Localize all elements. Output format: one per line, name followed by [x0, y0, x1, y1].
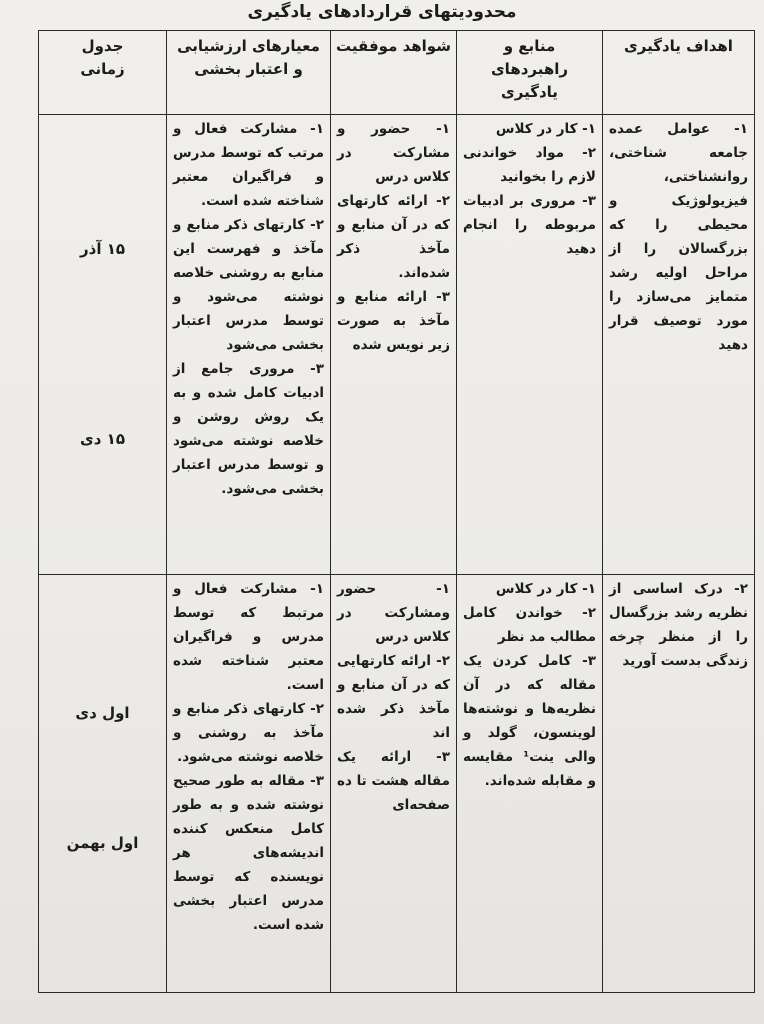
row1-resources: ۱- کار در کلاس ۲- مواد خواندنی لازم را بخوانید ۳- مروری بر ادبیات مربوطه را انجام دهید — [457, 115, 603, 575]
header-evidence: شواهد موفقیت — [331, 31, 457, 115]
table-row — [39, 115, 755, 575]
row2-goals: ۲- درک اساسی از نظریه رشد بزرگسال را از منظر چرخه زندگی بدست آورید — [603, 575, 755, 993]
table-row — [39, 575, 755, 993]
row1-schedule-start: ۱۵ آذر — [79, 240, 125, 258]
page-title: محدودیتهای قراردادهای یادگیری — [247, 2, 517, 22]
header-row — [39, 31, 755, 115]
row2-criteria: ۱- مشارکت فعال و مرتبط که توسط مدرس و فراگیران معتبر شناخته شده است. ۲- کارتهای ذکر منابع و مآخذ به روشنی و خلاصه نوشته می‌شود. ۳- مقاله به طور صحیح نوشته شده و به طور کامل منعکس کننده اندیشه‌های هر نویسنده که توسط مدرس اعتبار بخشی شده است. — [167, 575, 331, 993]
header-goals: اهداف یادگیری — [603, 31, 755, 115]
row1-criteria: ۱- مشارکت فعال و مرتب که توسط مدرس و فراگیران معتبر شناخته شده است. ۲- کارتهای ذکر منابع و مآخذ و فهرست این منابع به روشنی خلاصه نوشته می‌شود و توسط مدرس اعتبار بخشی می‌شود ۳- مروری جامع از ادبیات کامل شده و به یک روش روشن و خلاصه نوشته می‌شود و توسط مدرس اعتبار بخشی می‌شود. — [167, 115, 331, 575]
row2-resources: ۱- کار در کلاس ۲- خواندن کامل مطالب مد نظر ۳- کامل کردن یک مقاله که در آن نظریه‌ها و نوشته‌ها لوینسون، گولد و والی ینت¹ مقایسه و مقابله شده‌اند. — [457, 575, 603, 993]
row1-schedule-end: ۱۵ دی — [80, 430, 125, 448]
header-schedule: جدول زمانی — [39, 31, 167, 115]
learning-contract-table — [38, 30, 755, 993]
row1-schedule — [39, 115, 167, 575]
row2-schedule-start: اول دی — [75, 704, 130, 722]
header-criteria: معیارهای ارزشیابی و اعتبار بخشی — [167, 31, 331, 115]
row1-evidence: ۱- حضور و مشارکت در کلاس درس ۲- ارائه کارتهای که در آن منابع و مآخذ ذکر شده‌اند. ۳- ارائه منابع و مآخذ به صورت زیر نویس شده — [331, 115, 457, 575]
row2-schedule — [39, 575, 167, 993]
row2-evidence: ۱- حضور ومشارکت در کلاس درس ۲- ارائه کارتهایی که در آن منابع و مآخذ ذکر شده اند ۳- ارائه یک مقاله هشت تا ده صفحه‌ای — [331, 575, 457, 993]
row2-schedule-end: اول بهمن — [66, 834, 139, 852]
row1-goals: ۱- عوامل عمده جامعه شناختی، روانشناختی، فیزیولوژیک و محیطی را که بزرگسالان را از مراحل اولیه رشد متمایز می‌سازد را مورد توصیف قرار دهید — [603, 115, 755, 575]
header-resources: منابع و راهبردهای یادگیری — [457, 31, 603, 115]
